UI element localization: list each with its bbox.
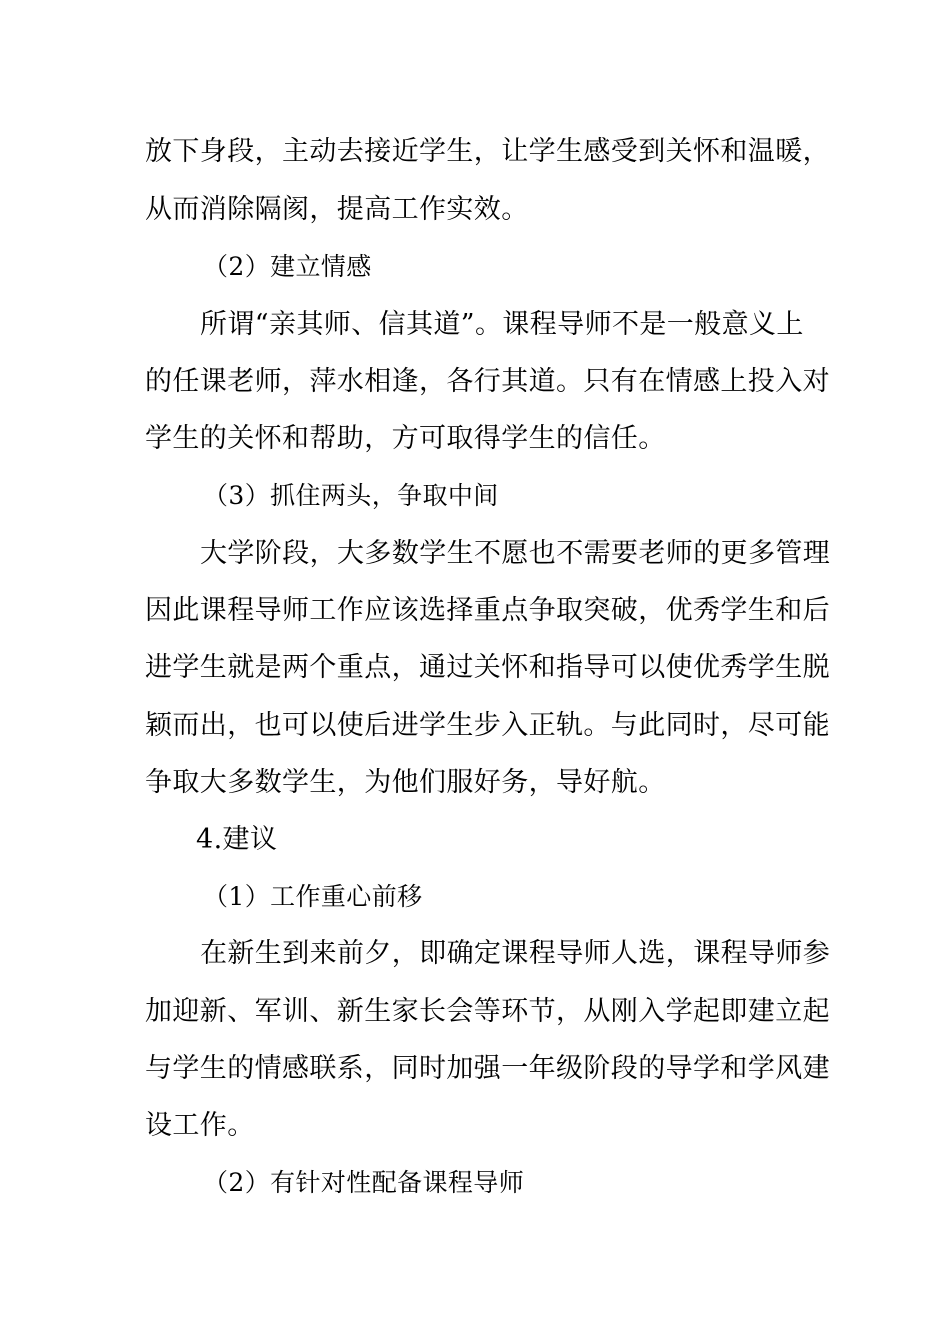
body-text-line: 学生的关怀和帮助，方可取得学生的信任。 [145, 423, 666, 454]
section-heading: 4.建议 [196, 824, 278, 855]
body-text-line: 放下身段，主动去接近学生，让学生感受到关怀和温暖， [145, 136, 830, 167]
body-text-line: 从而消除隔阂，提高工作实效。 [145, 194, 529, 225]
subheading: （2）有针对性配备课程导师 [203, 1168, 525, 1197]
subheading: （2）建立情感 [203, 252, 372, 281]
body-text-line: 与学生的情感联系，同时加强一年级阶段的导学和学风建 [145, 1053, 830, 1084]
paragraph-first-line: 大学阶段，大多数学生不愿也不需要老师的更多管理 [200, 538, 831, 569]
body-text-line: 争取大多数学生，为他们服好务，导好航。 [145, 767, 666, 798]
body-text-line: 颖而出，也可以使后进学生步入正轨。与此同时，尽可能 [145, 710, 830, 741]
subheading: （1）工作重心前移 [203, 882, 423, 911]
body-text-line: 的任课老师，萍水相逢，各行其道。只有在情感上投入对 [145, 366, 830, 397]
body-text-line: 进学生就是两个重点，通过关怀和指导可以使优秀学生脱 [145, 652, 830, 683]
paragraph-first-line: 在新生到来前夕，即确定课程导师人选，课程导师参 [200, 938, 831, 969]
body-text-line: 加迎新、军训、新生家长会等环节，从刚入学起即建立起 [145, 996, 830, 1027]
subheading: （3）抓住两头，争取中间 [203, 481, 499, 510]
paragraph-first-line: 所谓“亲其师、信其道”。课程导师不是一般意义上 [200, 309, 804, 340]
body-text-line: 因此课程导师工作应该选择重点争取突破，优秀学生和后 [145, 595, 830, 626]
body-text-line: 设工作。 [145, 1110, 255, 1141]
